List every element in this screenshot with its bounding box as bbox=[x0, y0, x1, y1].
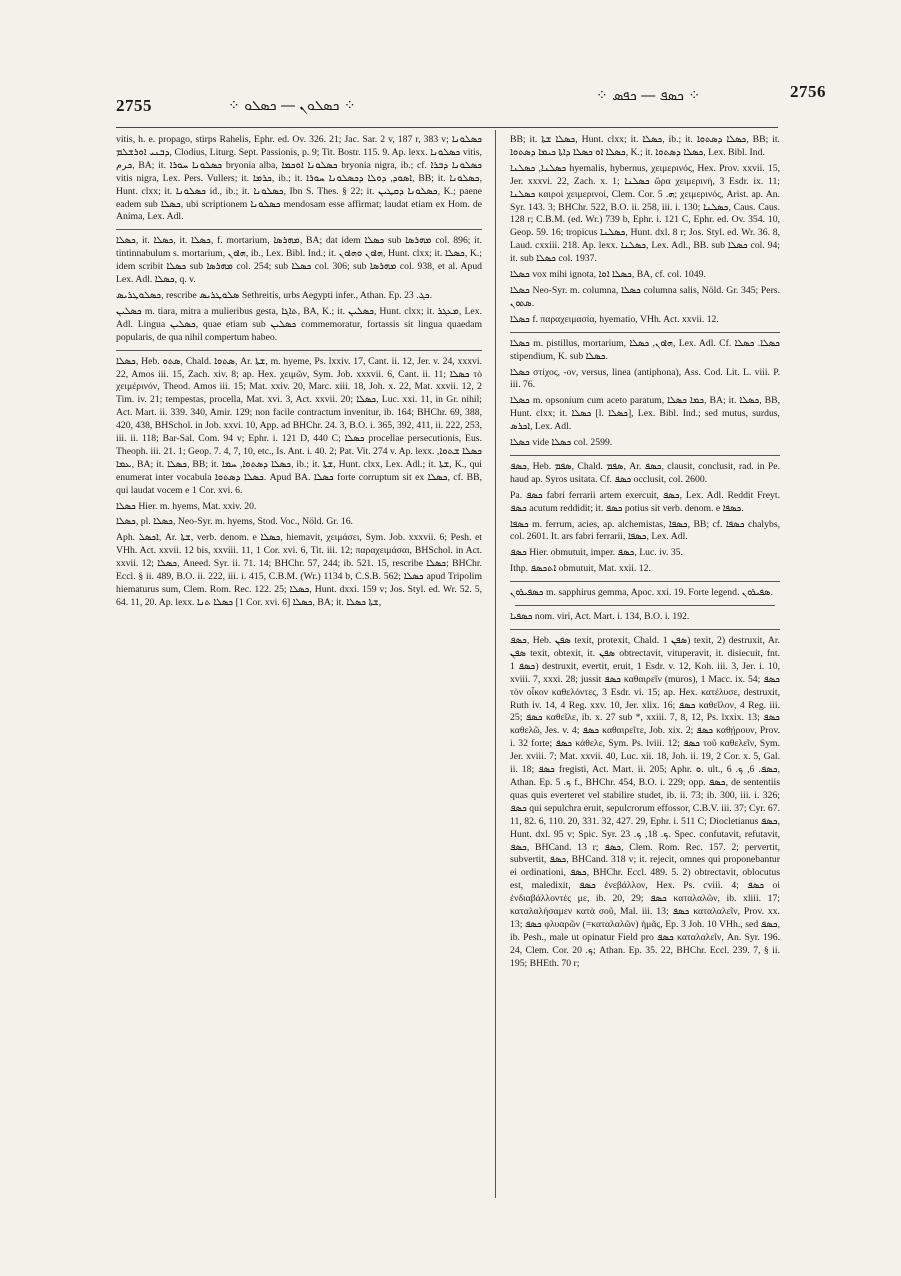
entry-stichos: ܟܣܠܐ στίχος, -ον, versus, linea (antiphona), Ass. Cod. Lit. L. viii. P. iii. 76. bbox=[510, 366, 780, 391]
entry-nom-viri: ܟܣܦܝܐ nom. viri, Act. Mart. i. 134, B.O. i. 192. bbox=[510, 611, 690, 623]
entry-mortarium: ܟܣܠܐ, it. ܟܣܠܐ, it. ܟܣܠܐ, f. mortarium, ܡܗܪܣܐ, BA; dat idem ܟܣܠܐ sub ܡܗܪܣܐ col. 896; it. tintinnabulum s. mortarium, ܗܐܘܢ, ib., Lex. Bibl. Ind.; it. ܗܐܘܢ ܘܗܐܘܢ, Hunt. clxx; it. ܟܣܠܐ, K.; idem scribit ܟܣܠܐ sub ܡܗܪܣܐ col. 254; sub ܟܣܠܐ col. 306; sub ܡܗܪܣܐ col. 938, et al. Apud Lex. Adl. ܟܣܠܐ, q. v. bbox=[116, 235, 483, 286]
entry-divider bbox=[510, 455, 780, 456]
entry-hyeme: ܟܣܠܐ, Heb. ܣܬܘ, Chald. ܣܬܘܐ, Ar. ܫܬܐ, m. hyeme, Ps. lxxiv. 17, Cant. ii. 12, Jer. v. 24, xxxvi. 22, Amos iii. 15, Zach. xiv. 8; ap. Hex. χειμῶν, Sym. Job. xxxvii. 6, Cant. ii. 11; ܟܣܠܐ τὸ χειμέρινόν, Theod. Amos iii. 15; Mat. xxiv. 20, Marc. xiii. 18, Joh. x. 22, Mat. xxvii. 12, 2 Tim. iv. 21; tempestas, procella, Mat. xvi. 3, Act. xxvii. 20; ܟܣܠܐ, Luc. xxi. 11, in Gr. nihil; Act. Mart. ii. 339. 340, Amir. 129; non facile contractum invenitur, ib. 164; BHChr. 69, 388, 420, 438, BHSchol. in Job. xxvi. 10, App. ad BHChr. 24. 3, B.O. i. 365, 392, 411, ii. 222, 253, iii. ii. 118; Bar-Sal. Com. 94 v; Ephr. i. 121 D, 440 C; ܟܣܠܐ procellae persecutionis, Eus. Theoph. iii. 21. 1; Geop. 7. 4, 7, 10, etc., Is. Ant. i. 40. 2; Pat. Vit. 274 v. Ap. lexx. ܟܣܠܐ ܫܬܘܐ, ܥܡܐ, BA; it. ܟܣܠܐ, BB; it. ܟܣܠܐ ܕܣܬܘܐ, ܚܡܐ, ib.; it. ܫܬܐ, Hunt. clxx, Lex. Adl.; it. ܫܬܐ, K., qui enumerat inter vocabula ܟܣܠܐ ܕܣܬܘܐ. Apud BA. ܟܣܠܐ forte corruptum sit ex ܟܣܠܐ, cf. BB, qui laudat vocem e 1 Cor. xvi. 6. bbox=[116, 355, 483, 496]
entry-sethreitis: ܟܣܠܘܛܪܝܣ, rescribe ܣܠܘܛܪܝܣ Sethreitis, urbs Aegypti infer., Athan. Ep. ܟܓ. 23. bbox=[116, 289, 433, 301]
entry-neo-syr-hyems: ܟܣܠܐ, pl. ܟܣܠܐ, Neo-Syr. m. hyems, Stod. Voc., Nöld. Gr. 16. bbox=[116, 516, 353, 528]
entry-ithp-obmutuit: Ithp. ܐܬܟܣܦ obmutuit, Mat. xxii. 12. bbox=[510, 563, 651, 575]
entry-ferrum: ܟܣܦܐ m. ferrum, acies, ap. alchemistas, ܟܣܦܐ, BB; cf. ܟܣܦܐ chalybs, col. 2601. It. ars fabri ferrarii, ܟܣܦܐ, Lex. Adl. bbox=[510, 518, 781, 543]
entry-aph-hiemavit: Aph. ܐܟܣܠ, Ar. ܫܬܐ, verb. denom. e ܟܣܠܐ, hiemavit, χειμάσει, Sym. Job. xxxvii. 6; Pesh. et VHh. Act. xxvii. 12 bis, xxviii. 11, 1 Cor. xvi. 6, Tit. iii. 12; παραχειμάσαι, BHSchol. in Act. xxvii. 12; ܟܣܠܐ, Aneed. Syr. ii. 71. 14; BHChr. 57, 244; ib. 521. 15, rescribe ܟܣܠܐ; BHChr. Eccl. § ii. 489, B.O. ii. 222, iii. i. 415, C.B.M. (Wr.) 1134 b, C.S.B. 562; ܟܣܠܐ apud Tripolim hiematurus sum, Clem. Rom. Rec. 122. 25; ܟܣܠܐ, Hunt. dxxi. 159 v; Jos. Styl. ed. Wr. 52. 5, 64. 11, 20. Ap. lexx. ܟܣܠܐ ܬܢܐ [1 Cor. xvi. 6] ܟܣܠܐ, BA; it. ܫܬܐ ܟܣܠܐ, bbox=[116, 532, 482, 608]
header-rule bbox=[116, 127, 778, 128]
entry-divider bbox=[116, 229, 482, 230]
entry-divider bbox=[515, 605, 774, 606]
right-running-head: ⁘ ܟܣܦ ― ܟܦܣ ⁘ bbox=[596, 88, 701, 104]
left-page-number: 2755 bbox=[116, 96, 152, 115]
right-page-number: 2756 bbox=[790, 82, 826, 101]
entry-pa-fabri: Pa. ܟܣܦ fabri ferrarii artem exercuit, ܟܣܦ, Lex. Adl. Reddit Freyt. ܟܣܦ acutum reddidit; it. ܟܣܦ potius sit verb. denom. e ܟܣܦܐ. bbox=[510, 489, 781, 514]
entry-pistillus: ܟܣܠܐ m. pistillus, mortarium, ܗܐܘܢ, ܟܣܠܐ, Lex. Adl. Cf. ܟܣܠܐ. ܟܣܠܐ stipendium, K. sub ܟܣܠܐ. bbox=[510, 337, 781, 362]
entry-vide: ܟܣܠܐ vide ܟܣܠܐ col. 2599. bbox=[510, 437, 613, 449]
entry-texit-destruxit: ܟܣܦ, Heb. ܣܦܢ texit, protexit, Chald. ܣܦܢ 1) texit, 2) destruxit, Ar. ܣܦܢ texit, obtexit, it. ܣܦܢ obtrectavit, vituperavit, it. disiecuit, fnt. ܟܣܦ 1) destruxit, evertit, eruit, 1 Esdr. v. 12, Koh. iii. 3, Jer. i. 10, xviii. 7, xxxi. 28; jussit ܟܣܦ καθαιρεῖν (muros), 1 Macc. ix. 54; ܟܣܦ τὸν οἶκον καθελόντες, 3 Esdr. vi. 15; ap. Hex. κατέλυσε, destruxit, Ruth iv. 14, 4 Reg. xxv. 10, Jer. xlix. 16; ܟܣܦ καθεῖλον, 4 Reg. iii. 25; ܟܣܦ καθεῖλε, ib. x. 27 sub *, xxiii. 7, 8, 12, Ps. lxxix. 13; ܟܣܦ καθελῶ, Jes. v. 4; ܟܣܦ καθαιρεῖτε, Job. xix. 2; ܟܣܦ καθῄρουν, Prov. i. 32 forte; ܟܣܦ κάθελε, Sym. Ps. lviii. 12; ܟܣܦ τοῦ καθελεῖν, Sym. Jer. xviii. 7; Mat. xxvii. 40, Luc. xii. 18, Joh. ii. 19, 2 Cor. x. 5, Gal. ii. 18; ܟܣܦ fregisti, Act. Mart. ii. 205; Aphr. ܘ. ult., ܟܣܦ. 6, ܟ. 6, Athan. Ep. ܟ. 5 f., BHChr. 454, B.O. i. 229; opp. ܟܣܦ, de sententiis quas quis everteret vel stabilire studet, ib. ii. 73; ib. 300, iii. i. 326; ܟܣܦ qui sepulchra eruit, sepulcrorum effossor, C.B.V. iii. 37; Cyr. 67. 11, 82. 6, 110. 20, 331. 32, 427. 29, Ephr. i. 511 C; Diocletianus ܟܣܦ, Hunt. dxl. 95 v; Spic. Syr. ܟ. 18, ܟ. 23. Spec. confutavit, refutavit, ܟܣܦ, BHCand. 13 r; ܟܣܦ, Clem. Rom. Rec. 157. 2; pervertit, subvertit, ܟܣܦ, BHCand. 318 v; it. rejecit, omnes qui proponebantur ei ordinationi, ܟܣܦ, BHChr. Eccl. 489. 5. 2) obtrectavit, oblocutus est, maledixit, ܟܣܦ ἐνεβάλλον, Hex. Ps. cviii. 4; ܟܣܦ οἱ ἐνδιαβάλλοντές με, ib. 20, 29; ܟܣܦ καταλαλῶν, ib. xliii. 17; καταλαλήσαμεν κατὰ σοῦ, Mal. iii. 13; ܟܣܦ καταλαλεῖν, Prov. xx. 13; ܟܣܦ φλυαρῶν (=καταλαλῶν) ἡμᾶς, Ep. 3 Joh. 10 VHh., sed ܟܣܦ, ib. Pesh., male ut opinatur Field pro ܟܣܦ καταλαλεῖν, An. Syr. 196. 24, Clem. Cor. ܟ. 20; Athan. Ep. 35. 22, BHChr. Eccl. 239. 7, § ii. 195; BHEth. 70 r; bbox=[510, 635, 781, 969]
left-column bbox=[116, 134, 482, 613]
entry-hier-hyems: ܟܣܠܐ Hier. m. hyems, Mat. xxiv. 20. bbox=[116, 500, 257, 512]
left-running-head: ⁘ ܟܣܠܘܢ ― ܟܣܠܘ ⁘ bbox=[228, 98, 356, 114]
entry-divider bbox=[510, 629, 780, 630]
entry-vox-ignota: ܟܣܠܐ vox mihi ignota, ܟܣܠܐ ܐܘܐ, BA, cf. col. 1049. bbox=[510, 269, 706, 281]
entry-divider bbox=[510, 581, 780, 582]
entry-opsonium: ܟܣܠܐ m. opsonium cum aceto paratum, ܟܡܐ ܟܣܠܐ, BA; it. ܟܣܠܐ, BB, Hunt. clxx; it. ܟܣܠܐ [l. ܟܣܠܐ], Lex. Bibl. Ind.; sed mutus, surdus, ܐܟܪܣ, Lex. Adl. bbox=[510, 395, 780, 433]
entry-hyematio: ܟܣܠܐ f. παραχειμασία, hyematio, VHh. Act. xxvii. 12. bbox=[510, 313, 719, 325]
entry-divider bbox=[116, 350, 482, 351]
entry-divider bbox=[510, 332, 780, 333]
page-header bbox=[0, 82, 901, 122]
entry-kislon: vitis, h. e. propago, stirps Rahelis, Ephr. ed. Ov. 326. 21; Jac. Sar. 2 v, 187 r, 383 v; ܟܣܠܘܢܐ ܕܒܢܝ ܐܘܪܫܠܡ, Clodius, Liturg. Sept. Passionis, p. 9; Tit. Bostr. 115. 9. Ap. lexx. ܟܣܠܘܢܐ vitis, ܟرم, BA; it. ܟܣܠܘܢܐ ܚܘܪܐ bryonia alba, ܟܣܠܘܢܐ ܐܘܟܡܐ bryonia nigra, ib.; cf. ܟܣܠܘܢܐ ܕܒܪܐ vitis nigra, Lex. Pers. Vullers; it. ܟܪܡܐ, ib.; it. ܐܣܘܕ, ܕܘܠܐ ܕܟܣܠܘܢܐ ܚܘܪܐ, BB; it. ܟܣܠܘܢܐ, Hunt. clxx; it. ܟܣܠܘܢܐ id., ib.; it. ܟܣܠܘܢܐ, Ibn S. Thes. § 22; it. ܟܣܠܘܢܐ ܕܩܛܝܢ, K.; paene eadem sub ܟܣܠܐ, ubi scriptionem ܟܣܠܘܢܐ mendosam esse affirmat; laudat etiam ex Hom. de Anima, Lex. Adl. bbox=[116, 134, 483, 223]
entry-clausit: ܟܣܦ, Heb. ܣܦܡ, Chald. ܣܦܡ, Ar. ܟܣܦ, clausit, conclusit, rad. in Pe. haud ap. Syros usitata. Cf. ܟܣܦ occlusit, col. 2600. bbox=[510, 460, 780, 485]
entry-obmutuit: ܟܣܦ Hier. obmutuit, imper. ܟܣܦ, Luc. iv. 35. bbox=[510, 547, 683, 559]
entry-hyemalis: ܟܣܠܢܐ, ܟܣܠܢܐ hyemalis, hybernus, χειμερινός, Hex. Prov. xxvii. 15, Jer. xxxvi. 22, Zach. x. 1; ܟܣܠܢܐ ὥρα χειμερινή, 3 Esdr. ix. 11; ܟܣܠܢܐ καιροὶ χειμερινοί, Clem. Cor. ܗ. 5; χειμερινός, Arist. ap. An. Syr. 143. 3; BHChr. 522, B.O. ii. 258, iii. i. 130; ܟܣܠܢܐ, Caus. Caus. 128 r; C.B.M. (ed. Wr.) 739 b, Ephr. i. 121 C, Ephr. ed. Ov. 354. 10, Geop. 59. 16; tropicus ܟܣܠܢܐ, Hunt. dxl. 8 r; Jos. Styl. ed. Wr. 36. 8, Laud. cxxiii. 218. Ap. lexx. ܟܣܠܢܐ, Lex. Adl., BB. sub ܟܣܠܐ col. 94; it. sub ܟܣܠܐ col. 1937. bbox=[510, 162, 781, 265]
right-column bbox=[510, 134, 780, 974]
column-divider bbox=[495, 130, 496, 1198]
entry-columna: ܟܣܠܐ Neo-Syr. m. columna, ܟܣܠܐ columna salis, Nöld. Gr. 345; Pers. ܣܬܘܢ. bbox=[510, 284, 780, 309]
entry-tiara: ܟܣܠܝܢ m. tiara, mitra a mulieribus gesta, ܬܐܓܐ, BA, K.; it. ܟܣܠܝܢ, Hunt. clxx; it. ܡܥܓܪ, Lex. Adl. Lingua ܟܣܠܝܢ, quae etiam sub ܟܣܠܝܢ commemoratur, fortassis sit lingua quaedam popularis, de qua nihil compertum habeo. bbox=[116, 305, 482, 343]
entry-continuation: BB; it. ܟܣܠܐ ܫܬܐ, Hunt. clxx; it. ܟܣܠܐ, ib.; it. ܟܣܠܐ ܕܣܬܘܐ, BB; it. ܟܣܠܐ ܐܘ ܟܣܠܐ ܕܐܬܐ ܟܝܡܐ ܕܣܬܘܐ, K.; it. ܟܣܠܐ ܕܣܬܘܐ, Lex. Bibl. Ind. bbox=[510, 134, 780, 158]
entry-sapphirus: ܟܣܦܝܪܘܢ m. sapphirus gemma, Apoc. xxi. 19. Forte legend. ܣܦܝܪܘܢ. bbox=[510, 587, 773, 599]
